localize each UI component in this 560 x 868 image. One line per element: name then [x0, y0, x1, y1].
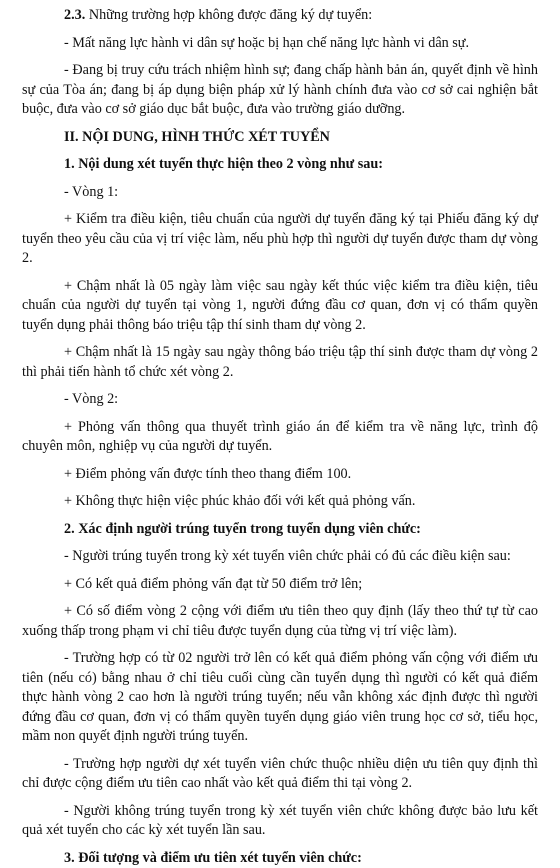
paragraph: + Có kết quả điểm phỏng vấn đạt từ 50 điểm trở lên;: [22, 575, 538, 595]
section-3-heading: 3. Đối tượng và điểm ưu tiên xét tuyển viên chức:: [22, 849, 538, 868]
paragraph: - Trường hợp người dự xét tuyển viên chức thuộc nhiều diện ưu tiên quy định thì chỉ được cộng điểm ưu tiên cao nhất vào kết quả điểm thi tại vòng 2.: [22, 755, 538, 794]
section-2-3-heading: [22, 6, 538, 26]
paragraph: + Chậm nhất là 05 ngày làm việc sau ngày kết thúc việc kiểm tra điều kiện, tiêu chuẩn của người dự tuyển tại vòng 1, người đứng đầu cơ quan, đơn vị có thẩm quyền tuyển dụng phải thông báo triệu tập thí sinh tham dự vòng 2.: [22, 277, 538, 336]
section-II-heading: II. NỘI DUNG, HÌNH THỨC XÉT TUYỂN: [22, 128, 538, 148]
paragraph: - Trường hợp có từ 02 người trở lên có kết quả điểm phỏng vấn cộng với điểm ưu tiên (nếu có) bằng nhau ở chỉ tiêu cuối cùng cần tuyển dụng thì người có kết quả điểm thực hành vòng 2 cao hơn là người trúng tuyển; nếu vẫn không xác định được thì người đứng đầu cơ quan, đơn vị có thẩm quyền tuyển dụng giáo viên trung học cơ sở, tiểu học, mầm non quyết định người trúng tuyển.: [22, 649, 538, 747]
paragraph: + Kiểm tra điều kiện, tiêu chuẩn của người dự tuyển đăng ký tại Phiếu đăng ký dự tuyển theo yêu cầu của vị trí việc làm, nếu phù hợp thì người dự tuyển được tham dự vòng 2.: [22, 210, 538, 269]
paragraph: - Đang bị truy cứu trách nhiệm hình sự; đang chấp hành bản án, quyết định về hình sự của Tòa án; đang bị áp dụng biện pháp xử lý hành chính đưa vào cơ sở cai nghiện bắt buộc, đưa vào cơ sở giáo dục bắt buộc, đưa vào trường giáo dưỡng.: [22, 61, 538, 120]
paragraph: + Điểm phỏng vấn được tính theo thang điểm 100.: [22, 465, 538, 485]
paragraph: + Không thực hiện việc phúc khảo đối với kết quả phỏng vấn.: [22, 492, 538, 512]
section-2-3-number: 2.3.: [64, 7, 85, 23]
section-2-3-title: Những trường hợp không được đăng ký dự tuyển:: [85, 7, 372, 23]
paragraph: - Người trúng tuyển trong kỳ xét tuyển viên chức phải có đủ các điều kiện sau:: [22, 547, 538, 567]
paragraph: + Chậm nhất là 15 ngày sau ngày thông báo triệu tập thí sinh được tham dự vòng 2 thì phải tiến hành tổ chức xét vòng 2.: [22, 343, 538, 382]
paragraph: - Mất năng lực hành vi dân sự hoặc bị hạn chế năng lực hành vi dân sự.: [22, 34, 538, 54]
paragraph: - Người không trúng tuyển trong kỳ xét tuyển viên chức không được bảo lưu kết quả xét tuyển cho các kỳ xét tuyển lần sau.: [22, 802, 538, 841]
paragraph: + Phỏng vấn thông qua thuyết trình giáo án để kiểm tra về năng lực, trình độ chuyên môn, nghiệp vụ của người dự tuyển.: [22, 418, 538, 457]
section-2-heading: 2. Xác định người trúng tuyển trong tuyển dụng viên chức:: [22, 520, 538, 540]
section-1-heading: 1. Nội dung xét tuyển thực hiện theo 2 vòng như sau:: [22, 155, 538, 175]
paragraph: + Có số điểm vòng 2 cộng với điểm ưu tiên theo quy định (lấy theo thứ tự từ cao xuống thấp trong phạm vi chỉ tiêu được tuyển dụng của từng vị trí việc làm).: [22, 602, 538, 641]
round-2-label: - Vòng 2:: [22, 390, 538, 410]
round-1-label: - Vòng 1:: [22, 183, 538, 203]
